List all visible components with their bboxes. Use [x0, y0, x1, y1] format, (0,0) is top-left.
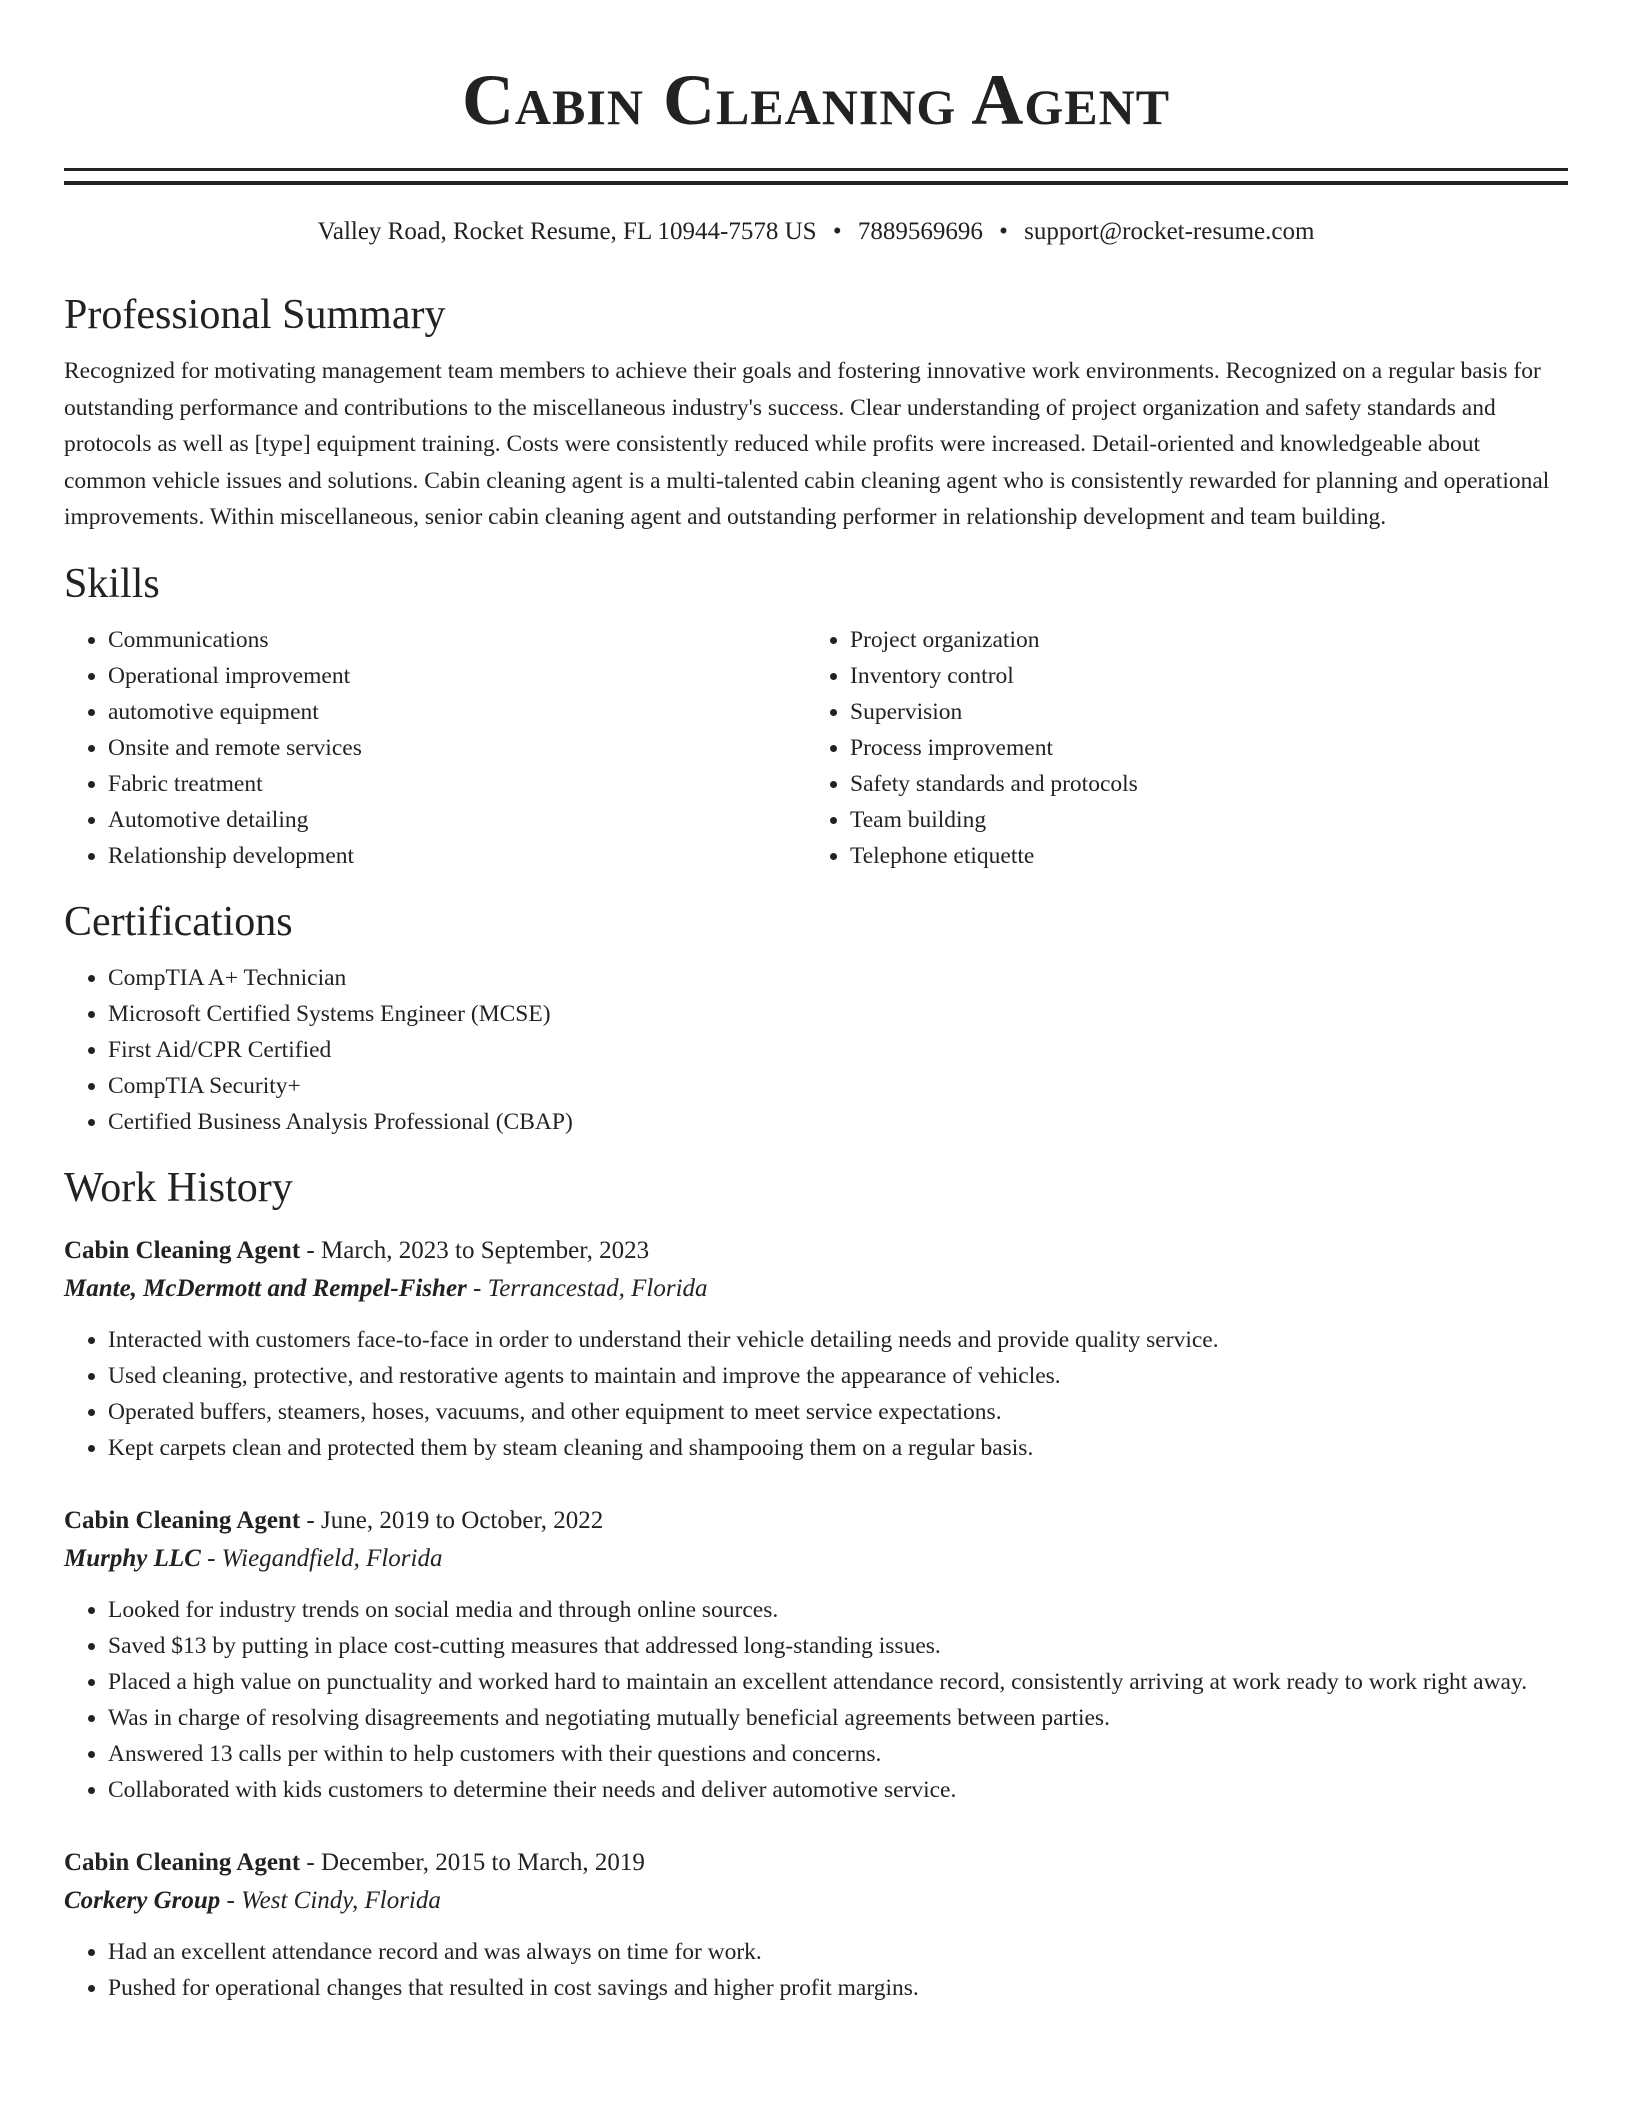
certification-item: • Certified Business Analysis Professional (CBAP) [108, 1104, 1568, 1140]
contact-separator: • [999, 218, 1008, 245]
skills-grid [64, 622, 1568, 874]
skills-column-left [64, 622, 806, 874]
job-company-line [64, 1540, 1568, 1578]
job-dash: - [300, 1848, 321, 1876]
skill-item: • Process improvement [850, 730, 1548, 766]
skill-item: • Project organization [850, 622, 1548, 658]
summary-text: Recognized for motivating management team members to achieve their goals and fostering innovative work environments. Recognized on a regular basis for outstanding performance and contributions to the miscellaneous industry's success. Clear understanding of project organization and safety standards and protocols as well as [type] equipment training. Costs were consistently reduced while profits were increased. Detail-oriented and knowledgeable about common vehicle issues and solutions. Cabin cleaning agent is a multi-talented cabin cleaning agent who is consistently rewarded for planning and operational improvements. Within miscellaneous, senior cabin cleaning agent and outstanding performer in relationship development and team building. [64, 358, 1550, 530]
certification-item: • First Aid/CPR Certified [108, 1032, 1568, 1068]
job-dates: March, 2023 to September, 2023 [321, 1236, 650, 1264]
job-title: Cabin Cleaning Agent [64, 1236, 301, 1264]
certifications-list [64, 960, 1568, 1140]
job-bullet: • Operated buffers, steamers, hoses, vacuums, and other equipment to meet service expectations. [108, 1394, 1568, 1430]
job-entry [64, 1502, 1568, 1808]
job-bullets [64, 1322, 1568, 1466]
skills-column-right [806, 622, 1548, 874]
skill-item: • automotive equipment [108, 694, 806, 730]
job-company: Murphy LLC [64, 1544, 201, 1572]
skill-item: • Supervision [850, 694, 1548, 730]
job-bullet: • Interacted with customers face-to-face in order to understand their vehicle detailing needs and provide quality service. [108, 1322, 1568, 1358]
skill-item: • Relationship development [108, 838, 806, 874]
job-location: Terrancestad, Florida [487, 1274, 708, 1302]
job-location: Wiegandfield, Florida [221, 1544, 443, 1572]
certification-item: • Microsoft Certified Systems Engineer (MCSE) [108, 996, 1568, 1032]
job-title-line [64, 1502, 1568, 1540]
job-dash: - [300, 1506, 321, 1534]
job-bullet: • Kept carpets clean and protected them by steam cleaning and shampooing them on a regular basis. [108, 1430, 1568, 1466]
skill-item: • Safety standards and protocols [850, 766, 1548, 802]
skill-item: • Fabric treatment [108, 766, 806, 802]
contact-line [64, 215, 1568, 249]
job-bullet: • Placed a high value on punctuality and worked hard to maintain an excellent attendance record, consistently arriving at work ready to work right away. [108, 1664, 1568, 1700]
job-entry [64, 1844, 1568, 2006]
job-title: Cabin Cleaning Agent [64, 1848, 301, 1876]
job-title-line [64, 1232, 1568, 1270]
job-company-line [64, 1270, 1568, 1308]
job-entry [64, 1232, 1568, 1466]
certifications-heading: Certifications [64, 898, 293, 945]
job-bullet: • Was in charge of resolving disagreements and negotiating mutually beneficial agreements between parties. [108, 1700, 1568, 1736]
skills-heading: Skills [64, 560, 160, 607]
certification-item: • CompTIA A+ Technician [108, 960, 1568, 996]
skill-item: • Onsite and remote services [108, 730, 806, 766]
skill-item: • Team building [850, 802, 1548, 838]
contact-address: Valley Road, Rocket Resume, FL 10944-7578 US [317, 218, 817, 245]
job-dash: - [220, 1886, 242, 1914]
job-bullet: • Saved $13 by putting in place cost-cutting measures that addressed long-standing issues. [108, 1628, 1568, 1664]
job-company: Corkery Group [64, 1886, 221, 1914]
job-dates: June, 2019 to October, 2022 [321, 1506, 604, 1534]
job-dates: December, 2015 to March, 2019 [321, 1848, 645, 1876]
job-bullet: • Answered 13 calls per within to help customers with their questions and concerns. [108, 1736, 1568, 1772]
job-location: West Cindy, Florida [241, 1886, 441, 1914]
contact-email: support@rocket-resume.com [1024, 218, 1315, 245]
job-bullet: • Had an excellent attendance record and was always on time for work. [108, 1934, 1568, 1970]
contact-phone: 7889569696 [857, 218, 983, 245]
job-bullet: • Collaborated with kids customers to determine their needs and deliver automotive service. [108, 1772, 1568, 1808]
skill-item: • Operational improvement [108, 658, 806, 694]
summary-heading: Professional Summary [64, 292, 446, 338]
certification-item: • CompTIA Security+ [108, 1068, 1568, 1104]
job-bullets [64, 1934, 1568, 2006]
job-dash: - [300, 1236, 321, 1264]
job-bullet: • Pushed for operational changes that resulted in cost savings and higher profit margins. [108, 1970, 1568, 2006]
skill-item: • Communications [108, 622, 806, 658]
job-bullet: • Used cleaning, protective, and restorative agents to maintain and improve the appearance of vehicles. [108, 1358, 1568, 1394]
job-company: Mante, McDermott and Rempel-Fisher [64, 1274, 467, 1302]
job-title: Cabin Cleaning Agent [64, 1506, 301, 1534]
job-dash: - [466, 1274, 488, 1302]
job-company-line [64, 1882, 1568, 1920]
job-title-line [64, 1844, 1568, 1882]
header-divider [64, 168, 1568, 185]
skill-item: • Inventory control [850, 658, 1548, 694]
job-dash: - [200, 1544, 222, 1572]
contact-separator: • [832, 218, 842, 245]
job-bullets [64, 1592, 1568, 1808]
resume-name: Cabin Cleaning Agent [461, 60, 1171, 140]
job-bullet: • Looked for industry trends on social media and through online sources. [108, 1592, 1568, 1628]
work-history-heading: Work History [64, 1164, 293, 1211]
skill-item: • Automotive detailing [108, 802, 806, 838]
skill-item: • Telephone etiquette [850, 838, 1548, 874]
